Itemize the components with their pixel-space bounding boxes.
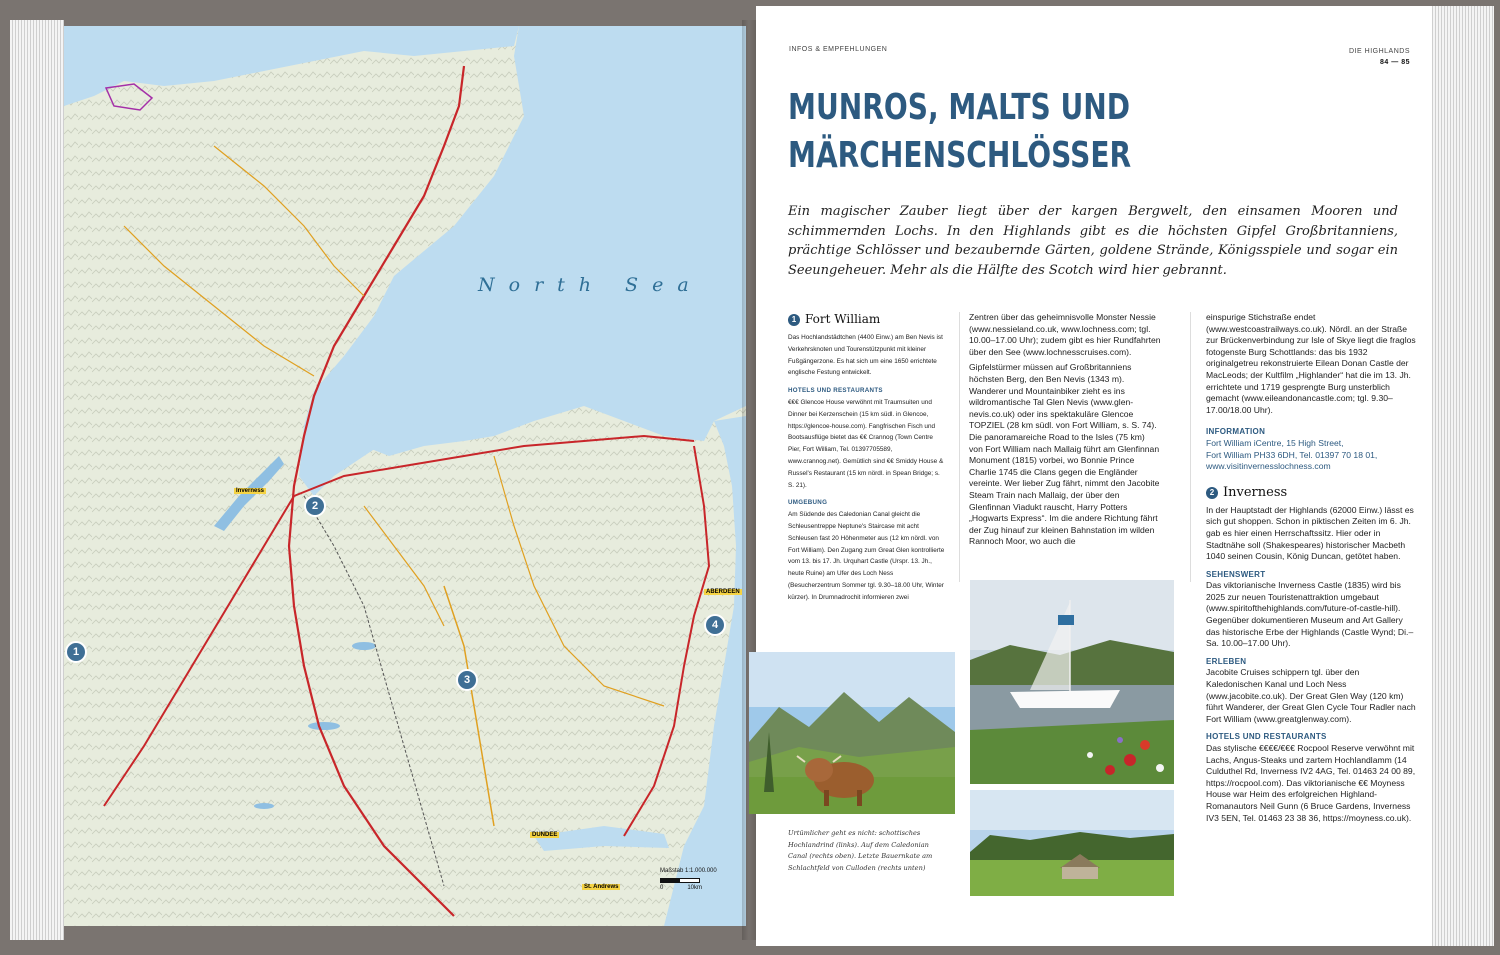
- section-heading-fort-william: [788, 314, 946, 326]
- inverness-intro: In der Hauptstadt der Highlands (62000 Einw.) lässt es sich gut shoppen. Schon in piktischen Zeiten im 6. Jh. gab es hier einen Herrschaftssitz. Hier oder in Stadtnähe soll (Shakespeares) historischer Macbeth 1040 seinen Cousin, König Duncan, getötet haben.: [1206, 504, 1414, 562]
- subhead-hotels: HOTELS UND RESTAURANTS: [788, 387, 883, 395]
- column-rule-1: [959, 312, 960, 582]
- city-inverness: Inverness: [236, 488, 265, 494]
- city-dundee: DUNDEE: [532, 832, 558, 838]
- scale-tick-10: 10km: [687, 885, 702, 891]
- page-numbers: 84 — 85: [1380, 59, 1410, 66]
- subhead-hotels-inverness: HOTELS UND RESTAURANTS: [1206, 732, 1327, 742]
- column-3: [1206, 312, 1418, 828]
- column-rule-2: [1190, 312, 1191, 582]
- highlands-map: [64, 26, 746, 926]
- title-line-1: MUNROS, MALTS UND: [788, 87, 1131, 128]
- running-head-section: DIE HIGHLANDS: [1349, 48, 1410, 55]
- info-website-link[interactable]: www.visitinvernesslochness.com: [1206, 461, 1331, 472]
- column-1: [788, 312, 946, 608]
- map-scale: [660, 868, 717, 891]
- inverness-hotels: Das stylische €€€€/€€€ Rocpool Reserve verwöhnt mit Lachs, Angus-Steaks und zartem Hochlandlamm (14 Culduthel Rd, Inverness IV2 4AG, Tel. 01463 24 00 89, https://rocpool.com). Das viktorianische €€ Moyness House war Heim des erfolgreichen Highland-Romanautors Neil Gunn (6 Bruce Gardens, Inverness IV3 5EN, Tel. 01463 23 38 36, https://moyness.co.uk).: [1206, 743, 1416, 823]
- north-sea-label: North Sea: [478, 274, 703, 296]
- info-line-1: Fort William iCentre, 15 High Street,: [1206, 437, 1344, 448]
- column-2: [969, 312, 1161, 552]
- fort-william-umgebung: Am Südende des Caledonian Canal gleicht die Schleusentreppe Neptune's Staircase mit acht Schleusen fast 20 Höhenmeter aus (12 km nördl. von Fort William). Den Zugang zum Great Glen kontrollierte vom 13. bis 17. Jh. Urquhart Castle (Urspr. 13. Jh., heute Ruine) am Ufer des Loch Ness (Besucherzentrum Sommer tgl. 9.30–18.00 Uhr, Winter kürzer). In Drumnadrochit informieren zwei: [788, 511, 945, 601]
- title-line-2: MÄRCHENSCHLÖSSER: [788, 135, 1132, 176]
- scale-label: Maßstab 1:1.000.000: [660, 868, 717, 874]
- information-block: [1206, 426, 1418, 472]
- city-st-andrews: St. Andrews: [584, 884, 619, 890]
- subhead-erleben: ERLEBEN: [1206, 656, 1247, 666]
- photo-caledonian-canal: [970, 580, 1174, 784]
- photo-caption: Urtümlicher geht es nicht: schottisches Hochlandrind (links). Auf dem Caledonian Canal (rechts oben). Letzte Bauernkate am Schlachtfeld von Culloden (rechts unten): [788, 829, 933, 872]
- map-marker-2[interactable]: 2: [304, 495, 326, 517]
- scale-bar: [660, 878, 700, 883]
- city-aberdeen: ABERDEEN: [706, 589, 740, 595]
- fort-william-hotels: €€€ Glencoe House verwöhnt mit Traumsuiten und Dinner bei Kerzenschein (15 km südl. in Glencoe, https://glencoe-house.com). Fangfrischen Fisch und Bootsausflüge bietet das €€ Crannog (Town Centre Pier, Fort William, Tel. 01397705589, www.crannog.net). Gemütlich sind €€ Smiddy House & Russel's Restaurant (15 km nördl. in Spean Bridge; s. S. 21).: [788, 398, 944, 489]
- inverness-activities: Jacobite Cruises schippern tgl. über den Kaledonischen Kanal und Loch Ness (www.jacobite.co.uk). Der Great Glen Way (120 km) führt Wanderer, der Great Glen Cycle Tour Radler nach Fort William (www.greatglenway.com).: [1206, 667, 1416, 724]
- subhead-sehenswert: SEHENSWERT: [1206, 569, 1266, 579]
- subhead-umgebung: UMGEBUNG: [788, 499, 828, 507]
- info-line-2: Fort William PH33 6DH, Tel. 01397 70 18 01,: [1206, 449, 1378, 460]
- map-marker-3[interactable]: 3: [456, 669, 478, 691]
- text-page: [756, 6, 1432, 946]
- map-page: [64, 26, 746, 926]
- eilean-donan-paragraph: einspurige Stichstraße endet (www.westcoastrailways.co.uk). Nördl. an der Straße zur Brückenverbindung zur Isle of Skye liegt die fraglos fotogenste Burg Schottlands: das bis 1932 originalgetreu rekonstruierte Eilean Donan Castle der MacLeods; der Kultfilm „Highlander“ hat die im 13. Jh. errichtete und 1719 gesprengte Burg unsterblich gemacht (www.eileandonancastle.com; tgl. 9.30–17.00/18.00 Uhr).: [1206, 312, 1416, 415]
- right-page-edges: [1432, 6, 1494, 946]
- nessie-paragraph: Zentren über das geheimnisvolle Monster Nessie (www.nessieland.co.uk, www.lochness.com; tgl. 10.00–17.00 Uhr); zudem gibt es hier Rundfahrten über den See (www.lochnesscruises.com).: [969, 312, 1161, 357]
- intro-paragraph: Ein magischer Zauber liegt über der kargen Bergwelt, den einsamen Mooren und schimmernden Lochs. In den Highlands gibt es die höchsten Gipfel Großbritanniens, prächtige Schlösser und bezaubernde Gärten, goldene Strände, Königsspiele und sogar ein Seeungeheuer. Mehr als die Hälfte des Scotch wird hier gebrannt.: [788, 204, 1398, 278]
- heading-text: Fort William: [805, 312, 881, 327]
- scale-tick-0: 0: [660, 885, 664, 891]
- fort-william-intro: Das Hochlandstädtchen (4400 Einw.) am Ben Nevis ist Verkehrsknoten und Tourenstützpunkt mit kleiner Fußgängerzone. Es hat sich um eine 1650 errichtete englische Festung entwickelt.: [788, 334, 943, 377]
- ben-nevis-paragraph: Gipfelstürmer müssen auf Großbritanniens höchsten Berg, den Ben Nevis (1343 m). Wanderer und Mountainbiker zieht es ins wildromantische Tal Glen Nevis (www.glen-nevis.co.uk) oder ins spektakuläre Glencoe TOPZIEL (28 km südl. von Fort William, s. S. 74). Die panoramareiche Road to the Isles (75 km) von Fort William nach Mallaig führt am Glenfinnan Monument (1815) vorbei, wo Bonnie Prince Charlie 1745 die Clans gegen die Engländer vereinte. Wer lieber Zug fährt, nimmt den Jacobite Steam Train nach Mallaig, der über den Glenfinnan Viadukt rauscht, Harry Potters „Hogwarts Express“. Im die andere Richtung fährt der Zug hinauf zur kleinen Bahnstation im wilden Rannoch Moor, wo auch die: [969, 362, 1160, 547]
- section-number-1: 1: [788, 314, 800, 326]
- photo-highland-cow: [749, 652, 955, 814]
- map-marker-1[interactable]: 1: [65, 641, 87, 663]
- map-marker-4[interactable]: 4: [704, 614, 726, 636]
- running-head-right: [1349, 46, 1410, 68]
- photo-culloden-cottage: [970, 790, 1174, 896]
- section-number-2: 2: [1206, 487, 1218, 499]
- heading-text: Inverness: [1223, 484, 1288, 500]
- inverness-sights: Das viktorianische Inverness Castle (1835) wird bis 2025 zur neuen Touristenattraktion umgebaut (www.spiritofthehighlands.com/future-of-castle-hill). Gegenüber dokumentieren Museum and Art Gallery das historische Erbe der Highlands (Castle Wynd; Di.–Sa. 10.00–17.00 Uhr).: [1206, 580, 1414, 649]
- subhead-information: INFORMATION: [1206, 427, 1266, 437]
- page-title: [788, 84, 1131, 180]
- running-head-left: INFOS & EMPFEHLUNGEN: [789, 46, 888, 53]
- section-heading-inverness: [1206, 484, 1418, 500]
- left-page-edges: [10, 20, 64, 940]
